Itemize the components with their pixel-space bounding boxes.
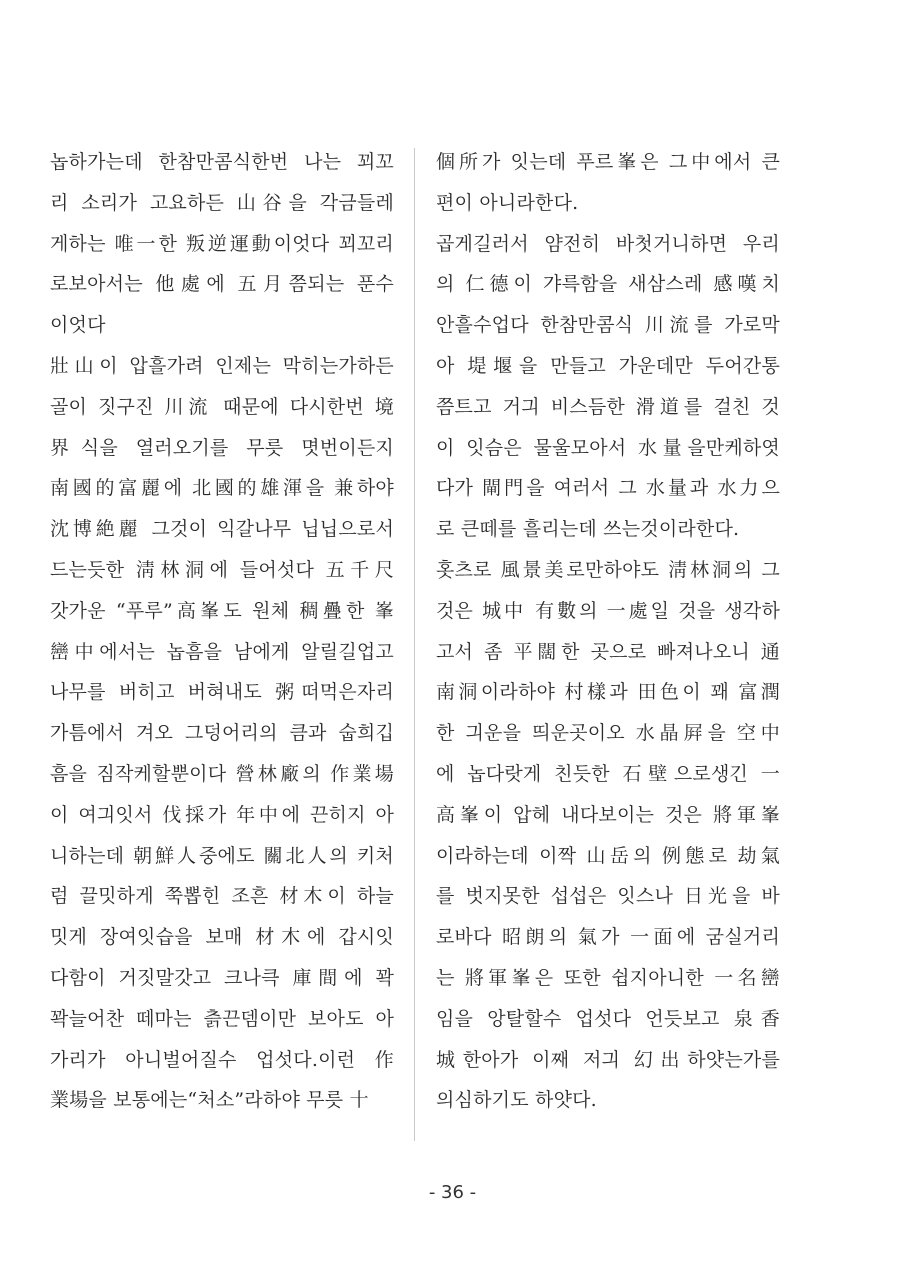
text-line: 곱게길러서 얌전히 바첫거니하면 우리 — [436, 232, 780, 255]
text-line: 다함이 거짓말갓고 크나큭 庫間에 꽉 — [50, 966, 394, 989]
text-line: 나무를 버히고 버혀내도 粥떠먹은자리 — [50, 681, 394, 704]
text-line: 는 將軍峯은 또한 쉽지아니한 一名巒 — [436, 966, 780, 989]
text-line: 아 堤堰을 만들고 가운데만 두어간통 — [436, 354, 780, 377]
text-line: 안흘수업다 한참만콤식 川流를 가로막 — [436, 314, 780, 337]
text-line: 다가 閘門을 여러서 그 水量과 水力으 — [436, 477, 780, 500]
text-line: 를 벗지못한 섭섭은 잇스나 日光을 바 — [436, 885, 780, 908]
text-line: 高峯이 압헤 내다보이는 것은 將軍峯 — [436, 803, 780, 826]
text-line: 이 잇슴은 물울모아서 水量을만케하엿 — [436, 436, 780, 459]
text-line: 이라하는데 이짝 山岳의 例態로 劫氣 — [436, 844, 780, 867]
text-line: 城한아가 이째 저긔 幻出하얏는가를 — [436, 1048, 780, 1071]
text-line: 밋게 장여잇습을 보매 材木에 갑시잇 — [50, 926, 394, 949]
text-line: 南國的富麗에 北國的雄渾을 兼하야 — [50, 477, 394, 500]
text-line: 로보아서는 他處에 五月쯤되는 푼수 — [50, 273, 394, 296]
text-line: 가리가 아니벌어질수 업섯다.이런 作 — [50, 1048, 394, 1071]
text-line: 沈博絶麗 그것이 익갈나무 닙닙으로서 — [50, 518, 394, 541]
right-text-column — [436, 142, 780, 1121]
text-line: 임을 앙탈할수 업섯다 언듯보고 泉香 — [436, 1007, 780, 1030]
text-line: 게하는 唯一한 叛逆運動이엇다 꾀꼬리 — [50, 232, 394, 255]
page-number: - 36 - — [428, 1182, 477, 1203]
text-line: 壯山이 압흘가려 인제는 막히는가하든 — [50, 354, 394, 377]
text-line: 니하는데 朝鮮人중에도 關北人의 키처 — [50, 844, 394, 867]
text-line: 편이 아니라한다. — [436, 191, 579, 214]
text-line: 業場을 보통에는“처소”라하야 무릇 十 — [50, 1089, 369, 1112]
text-line: 쯤트고 거긔 비스듬한 滑道를 걸친 것 — [436, 395, 780, 418]
column-divider — [414, 148, 415, 1141]
text-line: 고서 좀 平闊한 곳으로 빠져나오니 通 — [436, 640, 780, 663]
text-line: 의심하기도 하얏다. — [436, 1089, 597, 1112]
text-line: 로바다 昭朗의 氣가 一面에 굼실거리 — [436, 926, 780, 949]
text-line: 巒中에서는 놉흠을 남에게 알릴길업고 — [50, 640, 394, 663]
text-line: 界식을 열러오기를 무릇 몃번이든지 — [50, 436, 394, 459]
text-line: 것은 城中 有數의 一處일 것을 생각하 — [436, 599, 780, 622]
text-line: 의 仁德이 갸륵함을 새삼스레 感嘆치 — [436, 273, 780, 296]
text-line: 이엇다 — [50, 314, 106, 337]
text-line: 한 긔운을 띄운곳이오 水晶屛을 空中 — [436, 722, 780, 745]
left-text-column — [50, 142, 394, 1121]
text-line: 흠을 짐작케할뿐이다 營林廠의 作業場 — [50, 762, 394, 785]
text-line: 에 놉다랏게 친듯한 石壁으로생긴 一 — [436, 762, 780, 785]
text-line: 個所가 잇는데 푸르峯은 그中에서 큰 — [436, 151, 780, 173]
text-line: 럼 끌밋하게 쭉뽑힌 조흔 材木이 하늘 — [50, 885, 394, 908]
text-line: 놉하가는데 한참만콤식한번 나는 꾀꼬 — [50, 151, 394, 173]
text-line: 가틈에서 겨오 그덩어리의 큼과 숩희깁 — [50, 722, 394, 745]
text-line: 로 큰떼를 흘리는데 쓰는것이라한다. — [436, 518, 740, 541]
text-line: 골이 짓구진 川流 때문에 다시한번 境 — [50, 395, 394, 418]
text-line: 리 소리가 고요하든 山谷을 각금들레 — [50, 191, 394, 214]
text-line: 갓가운 “푸루”高峯도 원체 稠疊한 峯 — [50, 599, 394, 622]
text-line: 南洞이라하야 村樣과 田色이 꽤 富潤 — [436, 681, 780, 704]
text-line: 드는듯한 淸林洞에 들어섯다 五千尺 — [50, 558, 394, 581]
text-line: 이 여긔잇서 伐採가 年中에 끈히지 아 — [50, 803, 394, 826]
text-line: 홋츠로 風景美로만하야도 淸林洞의 그 — [436, 558, 780, 581]
text-line: 꽉늘어찬 떼마는 츩끈뎀이만 보아도 아 — [50, 1007, 394, 1030]
